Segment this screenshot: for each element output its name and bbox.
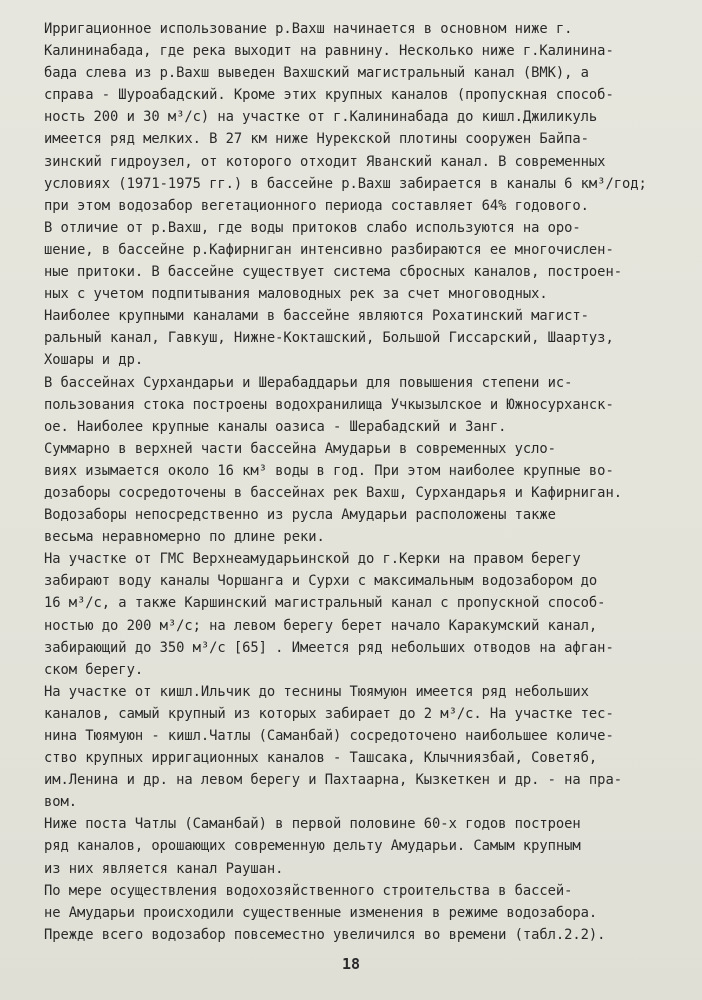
text-line: ряд каналов, орошающих современную дельту Амударьи. Самым крупным [44, 838, 581, 855]
text-line: бада слева из р.Вахш выведен Вахшский магистральный канал (ВМК), а [44, 65, 589, 82]
text-line: Ниже поста Чатлы (Саманбай) в первой половине 60-х годов построен [44, 816, 581, 833]
text-line: ство крупных ирригационных каналов - Ташсака, Клычниязбай, Советяб, [44, 750, 598, 767]
text-line: забирающий до 350 м³/с [65] . Имеется ряд небольших отводов на афган- [44, 639, 614, 656]
text-line: Калининабада, где река выходит на равнину. Несколько ниже г.Калинина- [44, 43, 614, 60]
text-line: нина Тюямуюн - кишл.Чатлы (Саманбай) сосредоточено наибольшее количе- [44, 728, 614, 744]
text-line: из них является канал Раушан. [44, 860, 284, 877]
text-line: весьма неравномерно по длине реки. [44, 529, 325, 546]
text-line: условиях (1971-1975 гг.) в бассейне р.Вахш забирается в каналы 6 км³/год; [44, 175, 647, 192]
text-line: ском берегу. [44, 661, 144, 678]
text-line: 16 м³/с, а также Каршинский магистральный канал с пропускной способ- [44, 595, 606, 612]
text-line: Наиболее крупными каналами в бассейне являются Рохатинский магист- [44, 308, 589, 325]
text-line: Суммарно в верхней части бассейна Амударьи в современных усло- [44, 440, 556, 457]
page-number: 18 [341, 955, 361, 973]
text-line: ральный канал, Гавкуш, Нижне-Кокташский, Большой Гиссарский, Шаартуз, [44, 330, 614, 347]
text-line: забирают воду каналы Чоршанга и Сурхи с максимальным водозабором до [44, 573, 598, 590]
text-line: им.Ленина и др. на левом берегу и Пахтаарна, Кызкеткен и др. - на пра- [44, 772, 622, 789]
text-line: пользования стока построены водохранилища Учкызылское и Южносурханск- [44, 396, 614, 413]
text-line: зинский гидроузел, от которого отходит Яванский канал. В современных [44, 153, 606, 170]
text-line: Хошары и др. [44, 352, 144, 369]
text-line: ных с учетом подпитывания маловодных рек за счет многоводных. [44, 286, 548, 303]
text-line: В бассейнах Сурхандарьи и Шерабаддарьи для повышения степени ис- [44, 374, 573, 391]
text-line: шение, в бассейне р.Кафирниган интенсивно разбираются ее многочислен- [44, 241, 614, 258]
body-text [44, 18, 684, 946]
text-line: ные притоки. В бассейне существует система сбросных каналов, построен- [44, 264, 622, 281]
text-line: По мере осуществления водохозяйственного строительства в бассей- [44, 882, 573, 899]
text-line: не Амударьи происходили существенные изменения в режиме водозабора. [44, 904, 598, 921]
text-line: Ирригационное использование р.Вахш начинается в основном ниже г. [44, 21, 573, 37]
text-line: при этом водозабор вегетационного периода составляет 64% годового. [44, 197, 589, 214]
text-line: ность 200 и 30 м³/с) на участке от г.Калининабада до кишл.Джиликуль [44, 109, 598, 126]
text-line: Водозаборы непосредственно из русла Амударьи расположены также [44, 507, 556, 524]
text-line: виях изымается около 16 км³ воды в год. При этом наиболее крупные во- [44, 462, 614, 479]
text-line: На участке от кишл.Ильчик до теснины Тюямуюн имеется ряд небольших [44, 683, 589, 700]
text-line: дозаборы сосредоточены в бассейнах рек Вахш, Сурхандарья и Кафирниган. [44, 484, 622, 501]
text-line: ое. Наиболее крупные каналы оазиса - Шерабадский и Занг. [44, 418, 507, 435]
text-line: ностью до 200 м³/с; на левом берегу берет начало Каракумский канал, [44, 617, 598, 634]
text-line: имеется ряд мелких. В 27 км ниже Нурекской плотины сооружен Байпа- [44, 131, 589, 148]
text-line: справа - Шуроабадский. Кроме этих крупных каналов (пропускная способ- [44, 87, 614, 104]
text-line: Прежде всего водозабор повсеместно увеличился во времени (табл.2.2). [44, 926, 606, 943]
text-line: На участке от ГМС Верхнеамударьинской до г.Керки на правом берегу [44, 551, 581, 568]
text-line: вом. [44, 794, 78, 811]
text-line: каналов, самый крупный из которых забирает до 2 м³/с. На участке тес- [44, 705, 614, 722]
text-line: В отличие от р.Вахш, где воды притоков слабо используются на оро- [44, 219, 581, 236]
